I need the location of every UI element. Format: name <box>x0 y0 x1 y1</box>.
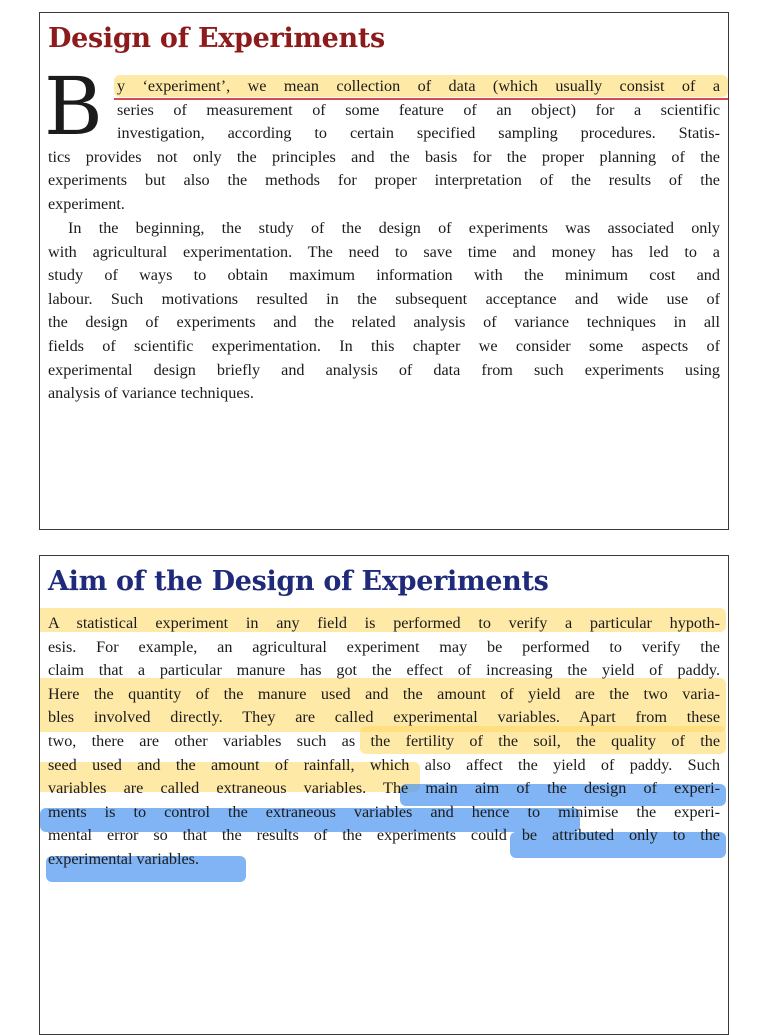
text-line: fields of scientific experimentation. In this chapter we consider some aspects of <box>48 336 720 355</box>
text-line: analysis of variance techniques. <box>48 384 254 403</box>
text-line: study of ways to obtain maximum information with the minimum cost and <box>48 266 720 285</box>
dropcap-letter: B <box>44 60 103 153</box>
text-line: ments is to control the extraneous variables and hence to minimise the experi- <box>48 802 720 821</box>
text-line: the design of experiments and the related analysis of variance techniques in all <box>48 313 720 332</box>
slide-aim-of-design <box>39 555 729 1035</box>
text-line: Here the quantity of the manure used and the amount of yield are the two varia- <box>48 684 720 703</box>
text-line: A statistical experiment in any field is performed to verify a particular hypoth- <box>48 614 720 632</box>
text-line: with agricultural experimentation. The need to save time and money has led to a <box>48 242 720 261</box>
text-line: two, there are other variables such as the fertility of the soil, the quality of the <box>48 731 720 750</box>
slide-design-of-experiments <box>39 12 729 530</box>
text-line: investigation, according to certain specified sampling procedures. Statis- <box>117 124 720 143</box>
body-paragraph <box>48 612 720 872</box>
text-line: experiment. <box>48 194 125 213</box>
text-line: experiments but also the methods for proper interpretation of the results of the <box>48 171 720 190</box>
slide-title: Aim of the Design of Experiments <box>48 566 549 597</box>
body-paragraph-1 <box>48 75 720 217</box>
body-paragraph-2 <box>48 217 720 406</box>
text-line: mental error so that the results of the experiments could be attributed only to the <box>48 826 720 845</box>
text-line: variables are called extraneous variables. The main aim of the design of experi- <box>48 779 720 798</box>
text-line: bles involved directly. They are called experimental variables. Apart from these <box>48 708 720 727</box>
text-line: experimental variables. <box>48 849 200 868</box>
slide-title: Design of Experiments <box>48 23 385 54</box>
text-line: claim that a particular manure has got the effect of increasing the yield of paddy. <box>48 661 720 680</box>
text-line: In the beginning, the study of the design of experiments was associated only <box>68 219 720 237</box>
text-line: experimental design briefly and analysis of data from such experiments using <box>48 360 720 379</box>
text-line: esis. For example, an agricultural experiment may be performed to verify the <box>48 637 720 656</box>
text-line: tics provides not only the principles and the basis for the proper planning of the <box>48 147 720 166</box>
text-line: y ‘experiment’, we mean collection of data (which usually consist of a <box>117 77 720 95</box>
text-line: labour. Such motivations resulted in the subsequent acceptance and wide use of <box>48 289 720 308</box>
text-line: series of measurement of some feature of an object) for a scientific <box>117 100 720 119</box>
text-line: seed used and the amount of rainfall, which also affect the yield of paddy. Such <box>48 755 720 774</box>
